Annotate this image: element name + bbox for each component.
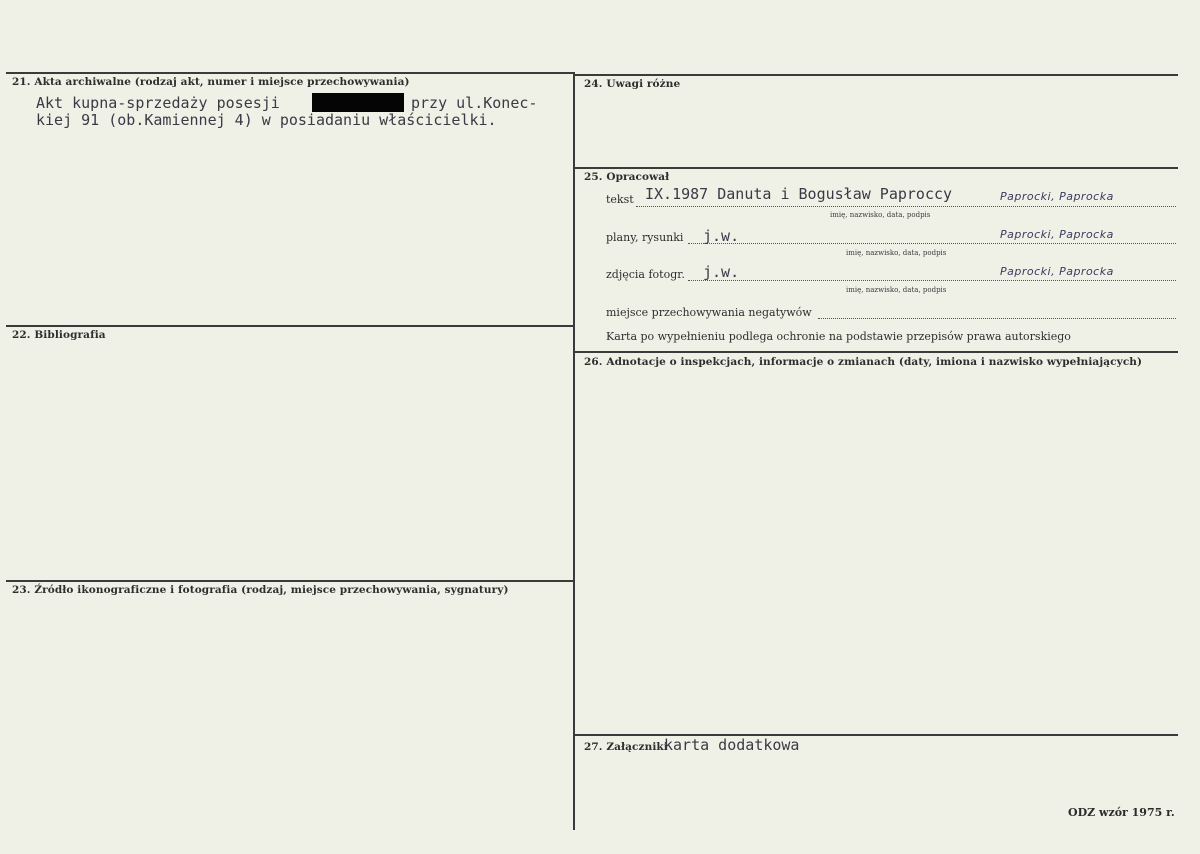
section-25-top-rule	[575, 167, 1178, 169]
zdjecia-caption: imię, nazwisko, data, podpis	[846, 286, 947, 294]
section-21-top-rule	[6, 72, 574, 74]
section-21-text-line1a: Akt kupna-sprzedaży posesji	[36, 94, 280, 112]
copyright-notice: Karta po wypełnieniu podlega ochronie na podstawie przepisów prawa autorskiego	[606, 330, 1071, 343]
plany-line	[688, 243, 1176, 244]
plany-label: plany, rysunki	[606, 231, 684, 244]
plany-value: j.w.	[703, 227, 740, 245]
negatywy-label: miejsce przechowywania negatywów	[606, 306, 812, 319]
section-22-top-rule	[6, 325, 574, 327]
tekst-value: IX.1987 Danuta i Bogusław Paproccy	[645, 185, 953, 203]
plany-signature: Paprocki, Paprocka	[1000, 228, 1114, 241]
tekst-label: tekst	[606, 193, 634, 206]
section-24-label: 24. Uwagi różne	[584, 78, 681, 90]
section-23-label: 23. Źródło ikonograficzne i fotografia (rodzaj, miejsce przechowywania, sygnatury)	[12, 584, 509, 596]
plany-caption: imię, nazwisko, data, podpis	[846, 249, 947, 257]
section-23-top-rule	[6, 580, 574, 582]
section-27-value: karta dodatkowa	[664, 736, 800, 754]
tekst-caption: imię, nazwisko, data, podpis	[830, 211, 931, 219]
section-27-label: 27. Załączniki	[584, 741, 668, 753]
negatywy-line	[818, 318, 1176, 319]
section-26-top-rule	[575, 351, 1178, 353]
tekst-line	[636, 206, 1176, 207]
zdjecia-signature: Paprocki, Paprocka	[1000, 265, 1114, 278]
section-25-label: 25. Opracował	[584, 171, 670, 183]
form-id: ODZ wzór 1975 r.	[1068, 806, 1175, 819]
zdjecia-label: zdjęcia fotogr.	[606, 268, 685, 281]
section-24-top-rule	[575, 74, 1178, 76]
section-21-text-line2: kiej 91 (ob.Kamiennej 4) w posiadaniu właścicielki.	[36, 111, 497, 129]
tekst-signature: Paprocki, Paprocka	[1000, 190, 1114, 203]
zdjecia-value: j.w.	[703, 263, 740, 281]
redaction-block	[312, 93, 404, 112]
section-26-label: 26. Adnotacje o inspekcjach, informacje o zmianach (daty, imiona i nazwisko wypełniających)	[584, 356, 1143, 368]
section-22-label: 22. Bibliografia	[12, 329, 106, 341]
center-divider	[573, 72, 575, 830]
section-21-text-line1b: przy ul.Konec-	[411, 94, 538, 112]
zdjecia-line	[688, 280, 1176, 281]
section-21-label: 21. Akta archiwalne (rodzaj akt, numer i miejsce przechowywania)	[12, 76, 410, 88]
